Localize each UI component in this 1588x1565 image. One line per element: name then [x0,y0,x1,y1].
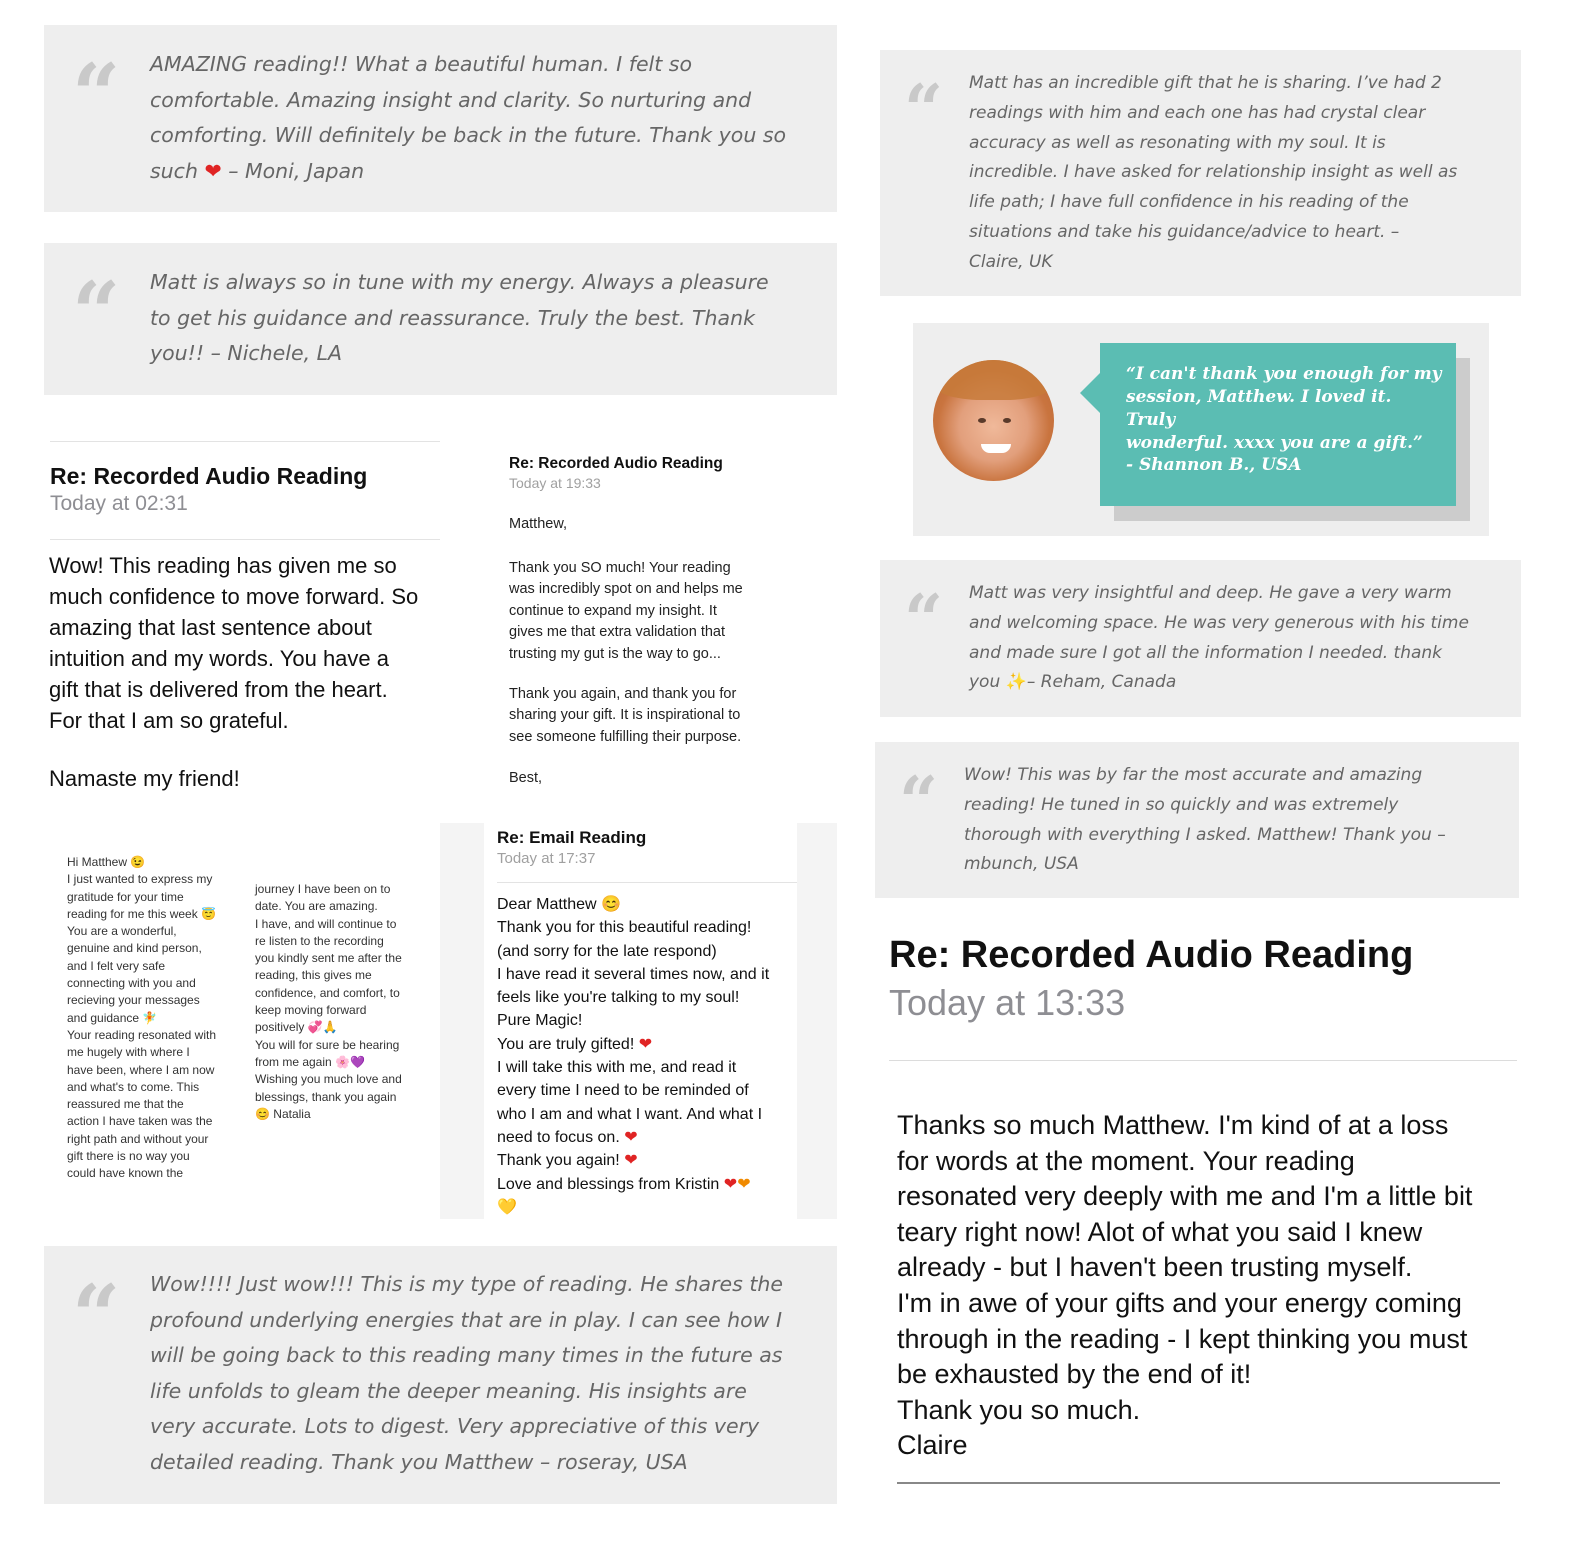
email-line [497,1196,807,1219]
email-body [497,893,807,1219]
sparkle-icon: ✨ [1005,672,1027,693]
email-line: Thank you for this beautiful reading! [497,919,752,937]
divider [50,441,440,442]
quote-mark-icon: “ [904,70,944,150]
email-line: You are truly gifted! ❤ [497,1033,807,1056]
email-line: need to focus on. ❤ [497,1126,807,1149]
email-line: I have read it several times now, and it [497,965,770,983]
heart-icon: ❤ [723,1175,738,1193]
email-paragraph: Thank you SO much! Your reading was incredibly spot on and helps me continue to expand my insight. It gives me that extra validation that trusting my gut is the way to go... [509,560,743,662]
orange-heart-icon: ❤ [737,1175,751,1193]
email-closing: Namaste my friend! [49,766,240,791]
divider [897,1482,1500,1484]
testimonial-body: AMAZING reading!! What a beautiful human. I felt so comfortable. Amazing insight and clarity. So nurturing and comforting. Will definitely be back in the future. Thank you so such [150,52,787,183]
message-column-2: journey I have been on to date. You are amazing. I have, and will continue to re listen to the recording you kindly sent me after the reading, this gives me confidence, and comfort, to keep moving forward positively 💞🙏 You will for sure be hearing from me again 🌸💜 Wishing you much love and blessings, thank you again 😊 Natalia [255,882,402,1121]
heart-icon: ❤ [624,1128,638,1146]
email-paragraph: Thank you again, and thank you for sharing your gift. It is inspirational to see someone fulfilling their purpose. [509,686,742,745]
divider [50,539,440,540]
testimonial-mbunch [875,742,1519,898]
email-line: feels like you're talking to my soul! [497,989,740,1007]
quote-mark-icon: “ [72,45,121,144]
email-subject: Re: Recorded Audio Reading [509,455,723,472]
email-timestamp: Today at 19:33 [509,475,601,491]
testimonial-text: Matt is always so in tune with my energy. Always a pleasure to get his guidance and reassurance. Truly the best. Thank you!! – Nichele, LA [150,270,769,365]
quote-mark-icon: “ [72,1266,121,1365]
testimonial-claire-uk [880,50,1521,296]
message-column-1: Hi Matthew 😉 I just wanted to express my gratitude for your time reading for me this week 😇 You are a wonderful, genuine and kind person, and I felt very safe connecting with you and recieving your messages and guidance 🧚 Your reading resonated with me hugely with where I have been, where I am now and what's to come. This reassured me that the action I have taken was the right path and without your gift there is no way you could have known the [67,855,217,1181]
quote-mark-icon: “ [899,762,939,842]
testimonial-nichele [44,243,837,395]
email-line: who I am and what I want. And what I [497,1105,763,1123]
email-kristin-frame [440,823,837,1219]
testimonial-text [969,579,1514,698]
email-line: I will take this with me, and read it [497,1059,737,1077]
shannon-quote: “I can't thank you enough for my session, Matthew. I loved it. Truly wonderful. xxxx you are a gift.” [1126,364,1442,453]
heart-icon: ❤ [624,1152,638,1170]
testimonial-body: Wow!!!! Just wow!!! This is my type of reading. He shares the profound underlying energies that are in play. I can see how I will be going back to this reading many times in the future as life unfolds to gleam the deeper meaning. His insights are very accurate. Lots to digest. Very appreciative of this very detailed reading. Thank you Matthew [150,1272,783,1474]
email-subject: Re: Recorded Audio Reading [889,934,1414,976]
testimonial-text: Wow! This was by far the most accurate and amazing reading! He tuned in so quickly and was extremely thorough with everything I asked. Matthew! Thank you – mbunch, USA [964,765,1446,875]
avatar [933,360,1054,481]
testimonial-text [150,1267,835,1480]
testimonial-shannon-card [913,323,1489,536]
email-timestamp: Today at 17:37 [497,850,596,867]
testimonial-author: – roseray, USA [539,1449,688,1474]
quote-mark-icon: “ [904,580,944,660]
email-timestamp: Today at 13:33 [889,982,1126,1023]
email-line: every time I need to be reminded of [497,1082,749,1100]
email-subject: Re: Email Reading [497,828,647,847]
testimonial-reham [880,560,1521,717]
testimonial-body: Matt was very insightful and deep. He gave a very warm and welcoming space. He was very generous with his time and made sure I got all the information I needed. thank you [969,583,1469,693]
email-greeting: Matthew, [509,516,568,532]
testimonial-author: – Moni, Japan [228,158,365,183]
divider [497,882,797,883]
testimonial-text [150,47,830,189]
heart-icon: ❤ [638,1035,653,1053]
testimonial-text: Matt has an incredible gift that he is sharing. I’ve had 2 readings with him and each one has had crystal clear accuracy as well as resonating with my soul. It is incredible. I have asked for relationship insight as well as life path; I have full confidence in his reading of the situations and take his guidance/advice to heart. – Claire, UK [969,73,1458,272]
speech-bubble [1100,343,1456,506]
email-line: Thank you again! ❤ [497,1149,807,1172]
testimonial-author: – Reham, Canada [1026,672,1177,693]
testimonial-roseray [44,1246,837,1504]
shannon-author: - Shannon B., USA [1126,455,1302,475]
quote-mark-icon: “ [72,263,121,362]
heart-icon: ❤ [204,158,222,183]
divider [889,1060,1517,1061]
email-line: Dear Matthew 😊 [497,896,621,913]
email-subject: Re: Recorded Audio Reading [50,463,368,489]
email-line: Love and blessings from Kristin ❤❤ [497,1173,807,1196]
email-body: Wow! This reading has given me so much confidence to move forward. So amazing that last sentence about intuition and my words. You have a gift that is delivered from the heart. For that I am so grateful. [49,553,419,733]
testimonial-moni [44,25,837,212]
email-line: Pure Magic! [497,1012,583,1030]
yellow-heart-icon: 💛 [497,1198,517,1216]
speech-bubble-pointer [1080,373,1100,413]
email-line: (and sorry for the late respond) [497,942,717,960]
email-timestamp: Today at 02:31 [50,492,188,515]
email-body: Thanks so much Matthew. I'm kind of at a loss for words at the moment. Your reading resonated very deeply with me and I'm a little bit teary right now! Alot of what you said I knew already - but I haven't been trusting myself. I'm in awe of your gifts and your energy coming through in the reading - I kept thinking you must be exhausted by the end of it! Thank you so much. Claire [897,1110,1473,1461]
email-closing: Best, [509,770,543,786]
